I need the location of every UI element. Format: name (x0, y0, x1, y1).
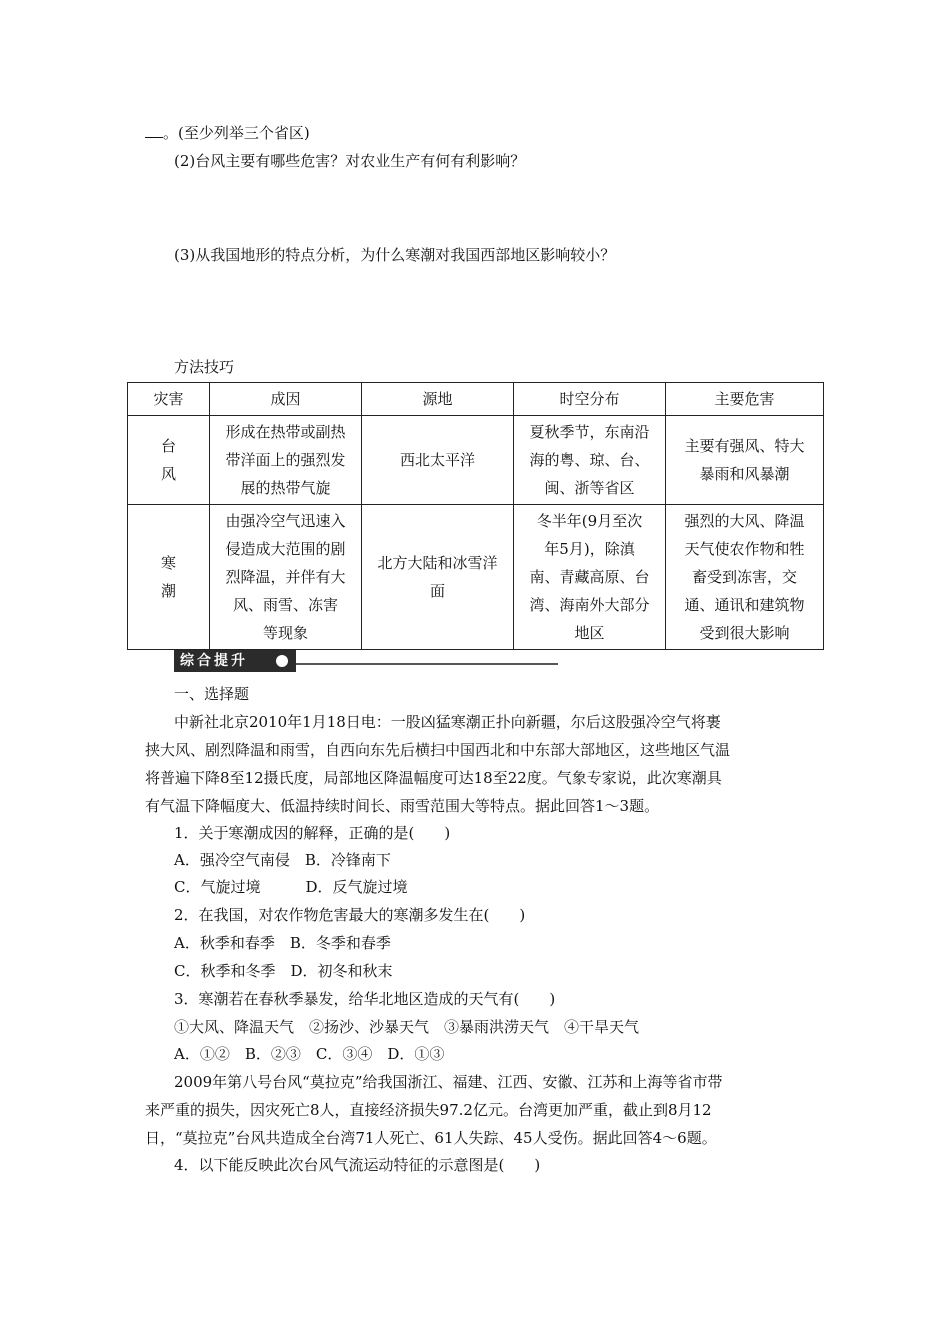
disaster-cell: 寒 潮 (128, 505, 210, 650)
q1-tail-line (145, 122, 310, 144)
cause-cell: 形成在热带或副热 带洋面上的强烈发 展的热带气旋 (210, 416, 362, 505)
distribution-cell: 冬半年(9月至次 年5月)，除滇 南、青藏高原、台 湾、海南外大部分 地区 (514, 505, 666, 650)
header-cell: 灾害 (128, 383, 210, 416)
table-row-typhoon (128, 416, 824, 505)
cause-cell: 由强冷空气迅速入 侵造成大范围的剧 烈降温，并伴有大 风、雨雪、冻害 等现象 (210, 505, 362, 650)
source-cell: 北方大陆和冰雪洋 面 (362, 505, 514, 650)
q1-tail: 。(至少列举三个省区) (163, 124, 310, 142)
harm-cell: 强烈的大风、降温 天气使农作物和牲 畜受到冻害，交 通、通讯和建筑物 受到很大影响 (666, 505, 824, 650)
section-banner (174, 650, 564, 672)
methods-title: 方法技巧 (174, 358, 235, 376)
question-4: 4．以下能反映此次台风气流运动特征的示意图是( ) (174, 1156, 541, 1174)
question-2-choice: 2．在我国，对农作物危害最大的寒潮多发生在( ) (174, 906, 526, 924)
table-row-cold-wave (128, 505, 824, 650)
paragraph-line: 挟大风、剧烈降温和雨雪，自西向东先后横扫中国西北和中东部大部地区，这些地区气温 (145, 741, 731, 759)
methods-table (127, 382, 824, 650)
paragraph-line: 有气温下降幅度大、低温持续时间长、雨雪范围大等特点。据此回答1～3题。 (145, 797, 660, 815)
distribution-cell: 夏秋季节，东南沿 海的粤、琼、台、 闽、浙等省区 (514, 416, 666, 505)
header-cell: 成因 (210, 383, 362, 416)
harm-cell: 主要有强风、特大 暴雨和风暴潮 (666, 416, 824, 505)
bullet-icon (276, 655, 288, 667)
answer-blank[interactable] (145, 123, 163, 138)
q3-items: ①大风、降温天气 ②扬沙、沙暴天气 ③暴雨洪涝天气 ④干旱天气 (174, 1018, 640, 1036)
paragraph-line: 2009年第八号台风“莫拉克”给我国浙江、福建、江西、安徽、江苏和上海等省市带 (174, 1073, 723, 1091)
paragraph-line: 中新社北京2010年1月18日电：一股凶猛寒潮正扑向新疆，尔后这股强冷空气将裹 (174, 713, 721, 731)
option-line: A．秋季和春季 B．冬季和春季 (174, 934, 391, 952)
disaster-cell: 台 风 (128, 416, 210, 505)
part-heading: 一、选择题 (174, 685, 250, 703)
option-line: A．①② B．②③ C．③④ D．①③ (174, 1045, 445, 1063)
banner-label: 综合提升 (174, 650, 296, 672)
source-cell: 西北太平洋 (362, 416, 514, 505)
question-2: (2)台风主要有哪些危害？对农业生产有何有利影响？ (174, 152, 526, 170)
question-3: (3)从我国地形的特点分析，为什么寒潮对我国西部地区影响较小？ (174, 246, 616, 264)
question-3-choice: 3．寒潮若在春秋季暴发，给华北地区造成的天气有( ) (174, 990, 556, 1008)
header-cell: 主要危害 (666, 383, 824, 416)
paragraph-line: 将普遍下降8至12摄氏度，局部地区降温幅度可达18至22度。气象专家说，此次寒潮具 (145, 769, 722, 787)
paragraph-line: 日，“莫拉克”台风共造成全台湾71人死亡、61人失踪、45人受伤。据此回答4～6题。 (145, 1129, 717, 1147)
header-cell: 源地 (362, 383, 514, 416)
paragraph-line: 来严重的损失，因灾死亡8人，直接经济损失97.2亿元。台湾更加严重，截止到8月12 (145, 1101, 712, 1119)
divider (296, 663, 558, 665)
option-line: A．强冷空气南侵 B．冷锋南下 (174, 851, 391, 869)
option-line: C．秋季和冬季 D．初冬和秋末 (174, 962, 393, 980)
table-header-row (128, 383, 824, 416)
question-1: 1．关于寒潮成因的解释，正确的是( ) (174, 824, 451, 842)
option-line: C．气旋过境 D．反气旋过境 (174, 878, 408, 896)
header-cell: 时空分布 (514, 383, 666, 416)
